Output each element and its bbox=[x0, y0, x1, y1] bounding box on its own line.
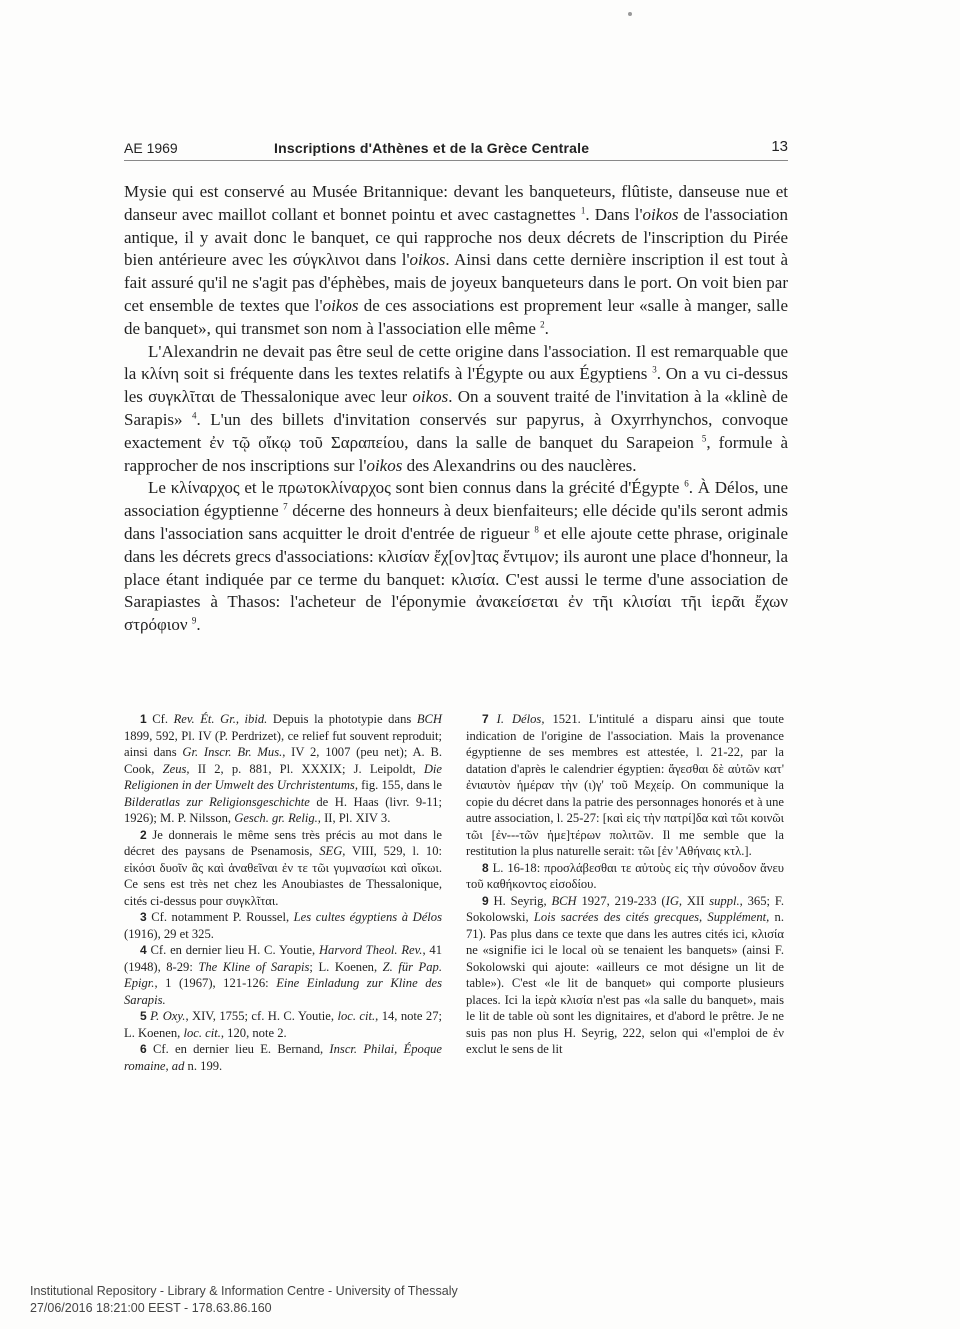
text-run: , formule à rapprocher de nos inscriptions sur l' bbox=[124, 432, 788, 475]
footnote-4 bbox=[124, 942, 442, 1008]
italic-ref: Zeus, bbox=[162, 761, 190, 776]
paragraph-1 bbox=[124, 181, 788, 341]
text-run: Depuis la phototypie dans bbox=[267, 712, 417, 726]
text-run: 1521. L'intitulé a disparu ainsi que toute indication de l'origine de l'association. Mais la provenance égyptienne de ses membres est attestée, l. 21-22, par la datation d'après le calendrier égyptien: ἄγεσθαι δὲ αὐτῶν κατ' ἐνιαυτὸν ἡμέραν τὴν (ι)γ' τοῦ Μεχείρ. On communique la copie du décret dans la patrie des personnages honorés et à une autre association, l. 25-27: [καὶ εἰς τὴν πατρί]δα καὶ τῶι κοινῶι τῶι [ἐν---τῶν ἡμε]τέρων πολιτῶν. Il me semble que la restitution la plus naturelle serait: τῶι [ἐν 'Αθήναις κτλ.]. bbox=[466, 712, 784, 858]
footnote-ref: 9 bbox=[191, 615, 197, 626]
text-run: 365; F. Sokolowski, bbox=[466, 893, 784, 924]
italic-ref: P. Oxy. bbox=[150, 1009, 186, 1023]
footnotes-left-column bbox=[124, 711, 442, 1074]
italic-ref: Rev. Ét. Gr., ibid. bbox=[173, 712, 268, 726]
footnote-ref: 1 bbox=[580, 205, 586, 216]
italic-ref: The Kline of Sarapis bbox=[198, 959, 310, 974]
italic-term: oikos bbox=[412, 387, 449, 407]
italic-ref: BCH bbox=[416, 712, 443, 726]
text-run: Le κλίναρχος et le πρωτοκλίναρχος sont bien connus dans la grécité d'Égypte bbox=[148, 478, 685, 498]
text-run: des Alexandrins ou des nauclères. bbox=[402, 455, 637, 475]
text-run: L. 16-18: προσλάβεσθαι τε αὐτοὺς εἰς τὴν σύνοδον ἄνευ τοῦ καθήκοντος εἰσοδίου. bbox=[466, 860, 784, 891]
italic-ref: SEG, bbox=[319, 844, 346, 858]
footnote-number: 7 bbox=[482, 712, 489, 726]
text-run: . On a vu ci-dessus les συγκλῖται de Thessalonique avec leur bbox=[124, 364, 788, 407]
paragraph-3 bbox=[124, 477, 788, 637]
text-run: . Dans l' bbox=[585, 204, 643, 224]
footnote-number: 8 bbox=[482, 860, 489, 875]
italic-term: oikos bbox=[322, 295, 359, 315]
footnote-number: 3 bbox=[140, 910, 147, 924]
footnote-8 bbox=[466, 860, 784, 893]
italic-ref: IG, bbox=[665, 893, 683, 908]
text-run: , 14, note 27; L. Koenen, bbox=[124, 1009, 443, 1040]
text-run: II 2, p. 881, Pl. XXXIX; J. Leipoldt, bbox=[189, 761, 424, 776]
text-run: décerne des honneurs à deux bienfaiteurs; elle décide qu'ils seront admis dans l'association sans acquitter le droit d'entrée de rigueur bbox=[124, 501, 788, 543]
text-run: 1927, 219-233 ( bbox=[576, 893, 666, 908]
running-title: Inscriptions d'Athènes et de la Grèce Centrale bbox=[274, 140, 590, 156]
italic-ref: Harvord Theol. Rev. bbox=[318, 943, 423, 957]
paragraph-2 bbox=[124, 341, 788, 478]
speck bbox=[628, 12, 632, 16]
footnote-ref: 5 bbox=[701, 433, 707, 444]
timestamp-line: 27/06/2016 18:21:00 EEST - 178.63.86.160 bbox=[30, 1301, 272, 1315]
text-run: Cf. en dernier lieu H. C. Youtie, bbox=[150, 943, 319, 957]
text-run: . bbox=[196, 615, 201, 635]
italic-ref: Inscr. Philai, Époque romaine, ad bbox=[124, 1042, 442, 1073]
text-run: n. 71). Pas plus dans ce texte que dans les autres cités ici, κλισία ne «signifie ici le local où se tenaient les banquets» (ainsi F. Sokolowski qui ajoute: «ailleurs ce mot désigne un lit de table»). C'est «le lit de banquet» qui comporte plusieurs places. Ici la ἱερὰ κλισία n'est pas «la salle du banquet», mais le lit de table où sont les dignitaires, et d'abord le prêtre. Je ne suis pas non plus H. Seyrig, 222, selon qui «l'emploi de ἐν exclut le sens de lit bbox=[466, 910, 785, 1056]
text-run: n. 199. bbox=[184, 1058, 223, 1073]
text-run: VIII, 529, l. 10: εἰκόσι δυοῖν ἃς καὶ ἀναθεῖναι ἐν τε τῶι γυμνασίωι καὶ οἴκωι. Ce sens est très net chez les Anoubiastes de Thessalonique, cités ci-dessus pour συγκλῖται. bbox=[124, 844, 442, 908]
italic-ref: Les cultes égyptiens à Délos bbox=[293, 910, 442, 924]
text-run: H. Seyrig, bbox=[493, 893, 552, 908]
text-run: , XIV, 1755; cf. H. C. Youtie, bbox=[185, 1009, 338, 1023]
footnote-5 bbox=[124, 1008, 442, 1041]
repository-line: Institutional Repository - Library & Information Centre - University of Thessaly bbox=[30, 1284, 458, 1298]
text-run: . À Délos, une association égyptienne bbox=[124, 478, 788, 521]
footnote-2 bbox=[124, 827, 442, 910]
italic-ref: Z. für Pap. Epigr. bbox=[124, 959, 442, 990]
italic-term: oikos bbox=[409, 250, 446, 270]
footnotes-right-column bbox=[466, 711, 784, 1058]
footnote-3 bbox=[124, 909, 442, 942]
text-run: . bbox=[544, 318, 549, 338]
text-run: 1899, 592, Pl. IV (P. Perdrizet), ce relief fut souvent reproduit; ainsi dans bbox=[124, 728, 442, 759]
italic-ref: suppl., bbox=[709, 893, 743, 908]
text-run: , IV 2, 1007 (peu net); A. B. Cook, bbox=[124, 745, 443, 776]
footnote-ref: 4 bbox=[192, 410, 197, 421]
footnote-1 bbox=[124, 711, 442, 827]
italic-ref: Gesch. gr. Relig., bbox=[234, 811, 321, 825]
footnote-ref: 2 bbox=[540, 319, 545, 330]
text-run: de ces associations est proprement leur «salle à manger, salle de banquet», qui transmet son nom à l'association elle même bbox=[124, 295, 788, 338]
running-header bbox=[124, 140, 788, 162]
text-run: . L'un des billets d'invitation conservés sur papyrus, à Oxyrrhynchos, convoque exactement ἐν τῷ οἴκῳ τοῦ Σαραπείου, dans la salle de banquet du Sarapeion bbox=[124, 409, 788, 452]
text-run: (1916), 29 et 325. bbox=[124, 926, 214, 941]
italic-ref: Die Religionen in der Umwelt des Urchristentums, bbox=[124, 761, 442, 792]
italic-ref: I. Délos, bbox=[496, 712, 545, 726]
text-run: fig. 155, dans le bbox=[357, 778, 442, 792]
italic-ref: BCH bbox=[551, 893, 577, 908]
text-run: et elle ajoute cette phrase, originale dans les décrets grecs d'associations: κλισίαν ἔχ[ον]τας ἔντιμον; ils auront une place d'honneur, la place étant indiquée par ce terme du banquet: κλισία. C'est aussi le terme d'une association de Sarapiastes à Thasos: l'acheteur de l'éponymie ἀνακείσεται ἐν τῆι κλισίαι τῆι ἱερᾶι ἔχων στρόφιον bbox=[124, 523, 789, 635]
text-run: II, Pl. XIV 3. bbox=[320, 811, 391, 825]
text-run: Cf. en dernier lieu E. Bernand, bbox=[152, 1042, 330, 1056]
footnote-7 bbox=[466, 711, 784, 860]
header-rule bbox=[124, 160, 788, 161]
text-run: Mysie qui est conservé au Musée Britannique: devant les banqueteurs, flûtiste, danseuse nue et danseur avec maillot collant et bonnet pointu et avec castagnettes bbox=[124, 182, 788, 224]
footnote-number: 1 bbox=[140, 712, 147, 726]
journal-label: AE 1969 bbox=[124, 140, 178, 156]
text-run: ; L. Koenen, bbox=[309, 959, 383, 974]
italic-term: oikos bbox=[642, 204, 679, 224]
text-run: , 1 (1967), 121-126: bbox=[154, 976, 277, 990]
text-run: de H. Haas (livr. 9-11; 1926); M. P. Nilsson, bbox=[124, 794, 442, 825]
footnote-number: 9 bbox=[482, 893, 489, 908]
footnote-ref: 3 bbox=[652, 364, 657, 375]
italic-ref: Gr. Inscr. Br. Mus. bbox=[182, 745, 283, 759]
footnote-number: 6 bbox=[140, 1042, 147, 1056]
repository-footer bbox=[30, 1283, 458, 1317]
footnote-number: 4 bbox=[140, 943, 147, 957]
page-number: 13 bbox=[771, 138, 788, 155]
footnote-9 bbox=[466, 893, 784, 1058]
footnote-number: 5 bbox=[140, 1009, 147, 1023]
text-run: XII bbox=[682, 893, 710, 908]
text-run: de l'association antique, il y avait donc le banquet, ce qui rapproche nos deux décrets de l'inscription du Pirée bien antérieure avec les σύγκλινοι dans l' bbox=[124, 204, 788, 270]
italic-ref: loc. cit. bbox=[183, 1025, 221, 1040]
text-run: . On a souvent traité de l'invitation à la «klinè de Sarapis» bbox=[124, 387, 788, 429]
main-text bbox=[124, 181, 788, 637]
text-run: . Ainsi dans cette dernière inscription il est tout à fait assuré qu'il ne s'agit pas d'éphèbes, mais de joyeux banqueteurs dans le port. On voit bien par cet ensemble de textes que l' bbox=[124, 250, 788, 315]
text-run: L'Alexandrin ne devait pas être seul de cette origine dans l'association. Il est remarquable que la κλίνη soit si fréquente dans les textes relatifs à l'Égypte ou aux Égyptiens bbox=[124, 341, 788, 384]
italic-ref: Eine Einladung zur Kline des Sarapis. bbox=[124, 976, 442, 1007]
footnote-6 bbox=[124, 1041, 442, 1074]
text-run: , 41 (1948), 8-29: bbox=[124, 943, 443, 974]
footnote-ref: 7 bbox=[283, 501, 288, 512]
text-run: Cf. bbox=[152, 712, 174, 726]
footnote-number: 2 bbox=[140, 827, 147, 842]
footnote-ref: 8 bbox=[534, 524, 539, 535]
text-run: , 120, note 2. bbox=[220, 1025, 287, 1040]
text-run: Cf. notamment P. Roussel, bbox=[151, 910, 294, 924]
footnote-ref: 6 bbox=[684, 478, 689, 489]
text-run: Je donnerais le même sens très précis au mot dans le décret des paysans de Psenamosis, bbox=[124, 827, 443, 858]
italic-ref: loc. cit. bbox=[337, 1009, 376, 1023]
italic-ref: Lois sacrées des cités grecques, Supplément, bbox=[533, 910, 770, 924]
italic-term: oikos bbox=[366, 455, 403, 475]
italic-ref: Bilderatlas zur Religionsgeschichte bbox=[124, 794, 310, 809]
